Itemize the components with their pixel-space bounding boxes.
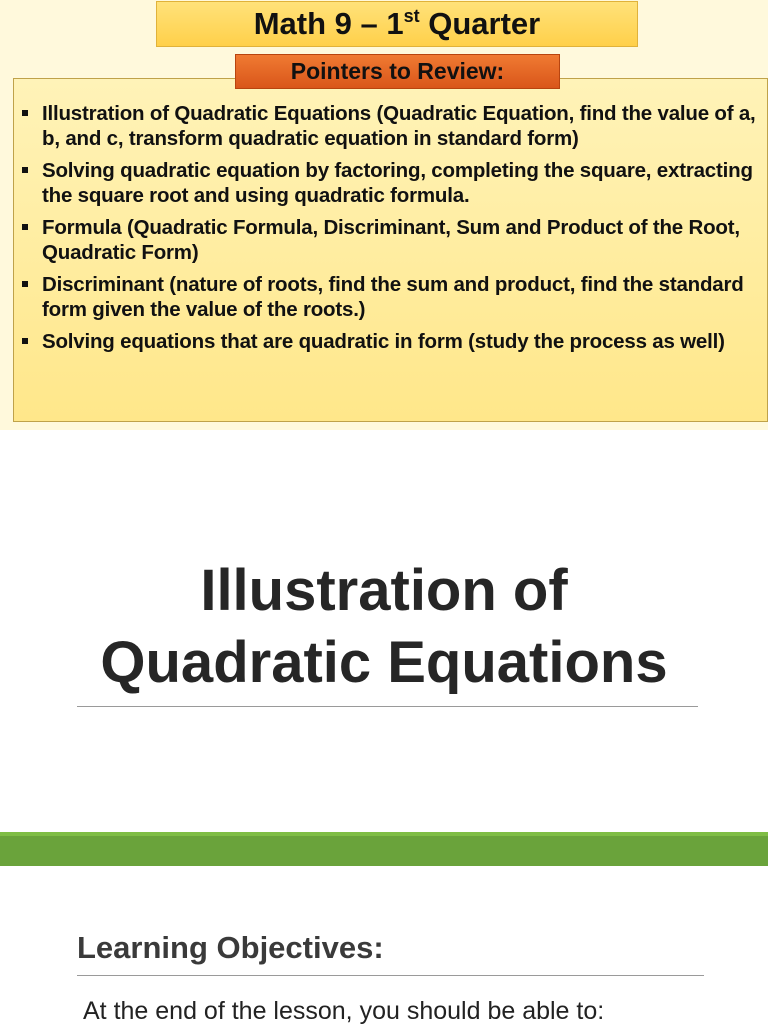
title-prefix: Math 9 – 1 — [253, 6, 404, 41]
square-bullet-icon — [22, 110, 28, 116]
green-header-band — [0, 832, 768, 866]
section-title — [0, 555, 768, 699]
pointer-item — [14, 101, 767, 151]
title-superscript: st — [403, 6, 420, 26]
pointer-text: Formula (Quadratic Formula, Discriminant, Sum and Product of the Root, Quadratic Form) — [42, 216, 740, 264]
pointers-box — [13, 78, 768, 422]
pointer-item — [14, 272, 767, 322]
page-title — [156, 1, 638, 47]
square-bullet-icon — [22, 224, 28, 230]
pointer-text: Illustration of Quadratic Equations (Quadratic Equation, find the value of a, b, and c, transform quadratic equation in standard form) — [42, 102, 756, 150]
pointer-item — [14, 329, 767, 354]
square-bullet-icon — [22, 167, 28, 173]
objectives-divider — [77, 975, 704, 976]
square-bullet-icon — [22, 281, 28, 287]
title-suffix: Quarter — [419, 6, 541, 41]
pointer-item — [14, 158, 767, 208]
pointer-text: Discriminant (nature of roots, find the sum and product, find the standard form given the value of the roots.) — [42, 273, 744, 321]
section-title-line1: Illustration of — [200, 558, 568, 623]
pointer-text: Solving equations that are quadratic in form (study the process as well) — [42, 330, 725, 353]
title-divider — [77, 706, 698, 707]
review-slide — [0, 0, 768, 430]
pointer-text: Solving quadratic equation by factoring, completing the square, extracting the square root and using quadratic formula. — [42, 159, 753, 207]
pointer-item — [14, 215, 767, 265]
objectives-intro: At the end of the lesson, you should be able to: — [83, 997, 605, 1025]
green-band-highlight — [0, 832, 768, 836]
pointer-list — [14, 79, 767, 354]
section-title-line2: Quadratic Equations — [100, 630, 668, 695]
square-bullet-icon — [22, 338, 28, 344]
objectives-heading: Learning Objectives: — [77, 930, 384, 965]
subtitle-banner: Pointers to Review: — [235, 54, 560, 89]
